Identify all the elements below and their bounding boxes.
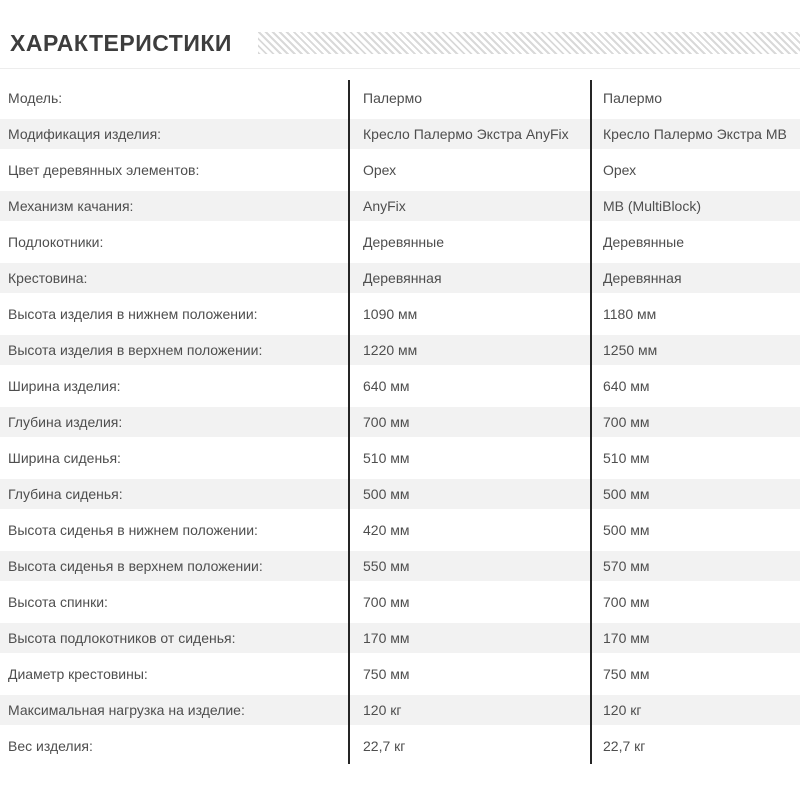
spec-value-mb: Деревянная bbox=[603, 270, 682, 286]
spec-value-anyfix: Деревянные bbox=[363, 234, 445, 250]
table-row bbox=[0, 224, 800, 260]
spec-label: Высота сиденья в верхнем положении: bbox=[8, 558, 263, 574]
spec-label: Механизм качания: bbox=[8, 198, 134, 214]
spec-label: Вес изделия: bbox=[8, 738, 93, 754]
spec-label: Модель: bbox=[8, 90, 63, 106]
specifications-table bbox=[0, 80, 800, 764]
spec-label: Модификация изделия: bbox=[8, 126, 162, 142]
spec-value-anyfix: 22,7 кг bbox=[363, 738, 406, 754]
spec-value-mb: 120 кг bbox=[603, 702, 642, 718]
spec-value-anyfix: 700 мм bbox=[363, 594, 410, 610]
spec-value-mb: 500 мм bbox=[603, 522, 650, 538]
table-row bbox=[0, 548, 800, 584]
spec-value-anyfix: AnyFix bbox=[363, 198, 406, 214]
table-row bbox=[0, 152, 800, 188]
table-row bbox=[0, 584, 800, 620]
spec-label: Высота подлокотников от сиденья: bbox=[8, 630, 236, 646]
spec-value-anyfix: 1220 мм bbox=[363, 342, 418, 358]
spec-value-mb: 500 мм bbox=[603, 486, 650, 502]
spec-value-anyfix: 420 мм bbox=[363, 522, 410, 538]
spec-value-mb: 700 мм bbox=[603, 414, 650, 430]
spec-label: Глубина сиденья: bbox=[8, 486, 123, 502]
spec-value-anyfix: 700 мм bbox=[363, 414, 410, 430]
spec-value-mb: 570 мм bbox=[603, 558, 650, 574]
table-row bbox=[0, 512, 800, 548]
table-row bbox=[0, 476, 800, 512]
spec-label: Ширина изделия: bbox=[8, 378, 121, 394]
table-row bbox=[0, 404, 800, 440]
spec-value-mb: Кресло Палермо Экстра МВ bbox=[603, 126, 787, 142]
spec-label: Высота сиденья в нижнем положении: bbox=[8, 522, 258, 538]
spec-value-anyfix: Деревянная bbox=[363, 270, 442, 286]
spec-label: Диаметр крестовины: bbox=[8, 666, 148, 682]
spec-value-mb: 640 мм bbox=[603, 378, 650, 394]
spec-value-anyfix: 750 мм bbox=[363, 666, 410, 682]
spec-value-anyfix: Палермо bbox=[363, 90, 423, 106]
column-divider-right bbox=[590, 80, 592, 764]
spec-value-mb: 1180 мм bbox=[603, 306, 657, 322]
table-row bbox=[0, 116, 800, 152]
spec-label: Подлокотники: bbox=[8, 234, 104, 250]
spec-label: Максимальная нагрузка на изделие: bbox=[8, 702, 245, 718]
spec-value-anyfix: 120 кг bbox=[363, 702, 402, 718]
spec-value-anyfix: Кресло Палермо Экстра AnyFix bbox=[363, 126, 569, 142]
spec-value-mb: Деревянные bbox=[603, 234, 685, 250]
spec-label: Высота изделия в верхнем положении: bbox=[8, 342, 263, 358]
table-row bbox=[0, 368, 800, 404]
decorative-stripes bbox=[258, 32, 800, 54]
table-row bbox=[0, 332, 800, 368]
table-row bbox=[0, 296, 800, 332]
section-header bbox=[0, 0, 800, 69]
spec-label: Высота изделия в нижнем положении: bbox=[8, 306, 258, 322]
column-divider-left bbox=[348, 80, 350, 764]
spec-label: Глубина изделия: bbox=[8, 414, 123, 430]
table-row bbox=[0, 692, 800, 728]
table-row bbox=[0, 260, 800, 296]
spec-label: Ширина сиденья: bbox=[8, 450, 121, 466]
spec-value-anyfix: 550 мм bbox=[363, 558, 410, 574]
spec-value-mb: 22,7 кг bbox=[603, 738, 646, 754]
table-rows bbox=[0, 80, 800, 764]
spec-label: Высота спинки: bbox=[8, 594, 108, 610]
spec-value-anyfix: Орех bbox=[363, 162, 397, 178]
spec-label: Крестовина: bbox=[8, 270, 88, 286]
table-row bbox=[0, 656, 800, 692]
spec-value-anyfix: 500 мм bbox=[363, 486, 410, 502]
spec-value-mb: 700 мм bbox=[603, 594, 650, 610]
table-row bbox=[0, 620, 800, 656]
spec-value-anyfix: 170 мм bbox=[363, 630, 410, 646]
spec-value-mb: MB (MultiBlock) bbox=[603, 198, 702, 214]
spec-value-anyfix: 510 мм bbox=[363, 450, 410, 466]
spec-label: Цвет деревянных элементов: bbox=[8, 162, 200, 178]
spec-value-mb: 1250 мм bbox=[603, 342, 658, 358]
spec-value-mb: 750 мм bbox=[603, 666, 650, 682]
spec-value-mb: 510 мм bbox=[603, 450, 650, 466]
spec-value-mb: Орех bbox=[603, 162, 637, 178]
spec-value-anyfix: 640 мм bbox=[363, 378, 410, 394]
table-row bbox=[0, 728, 800, 764]
table-row bbox=[0, 80, 800, 116]
spec-value-mb: 170 мм bbox=[603, 630, 650, 646]
spec-value-mb: Палермо bbox=[603, 90, 663, 106]
spec-value-anyfix: 1090 мм bbox=[363, 306, 418, 322]
page-title: ХАРАКТЕРИСТИКИ bbox=[10, 30, 232, 56]
table-row bbox=[0, 440, 800, 476]
table-row bbox=[0, 188, 800, 224]
